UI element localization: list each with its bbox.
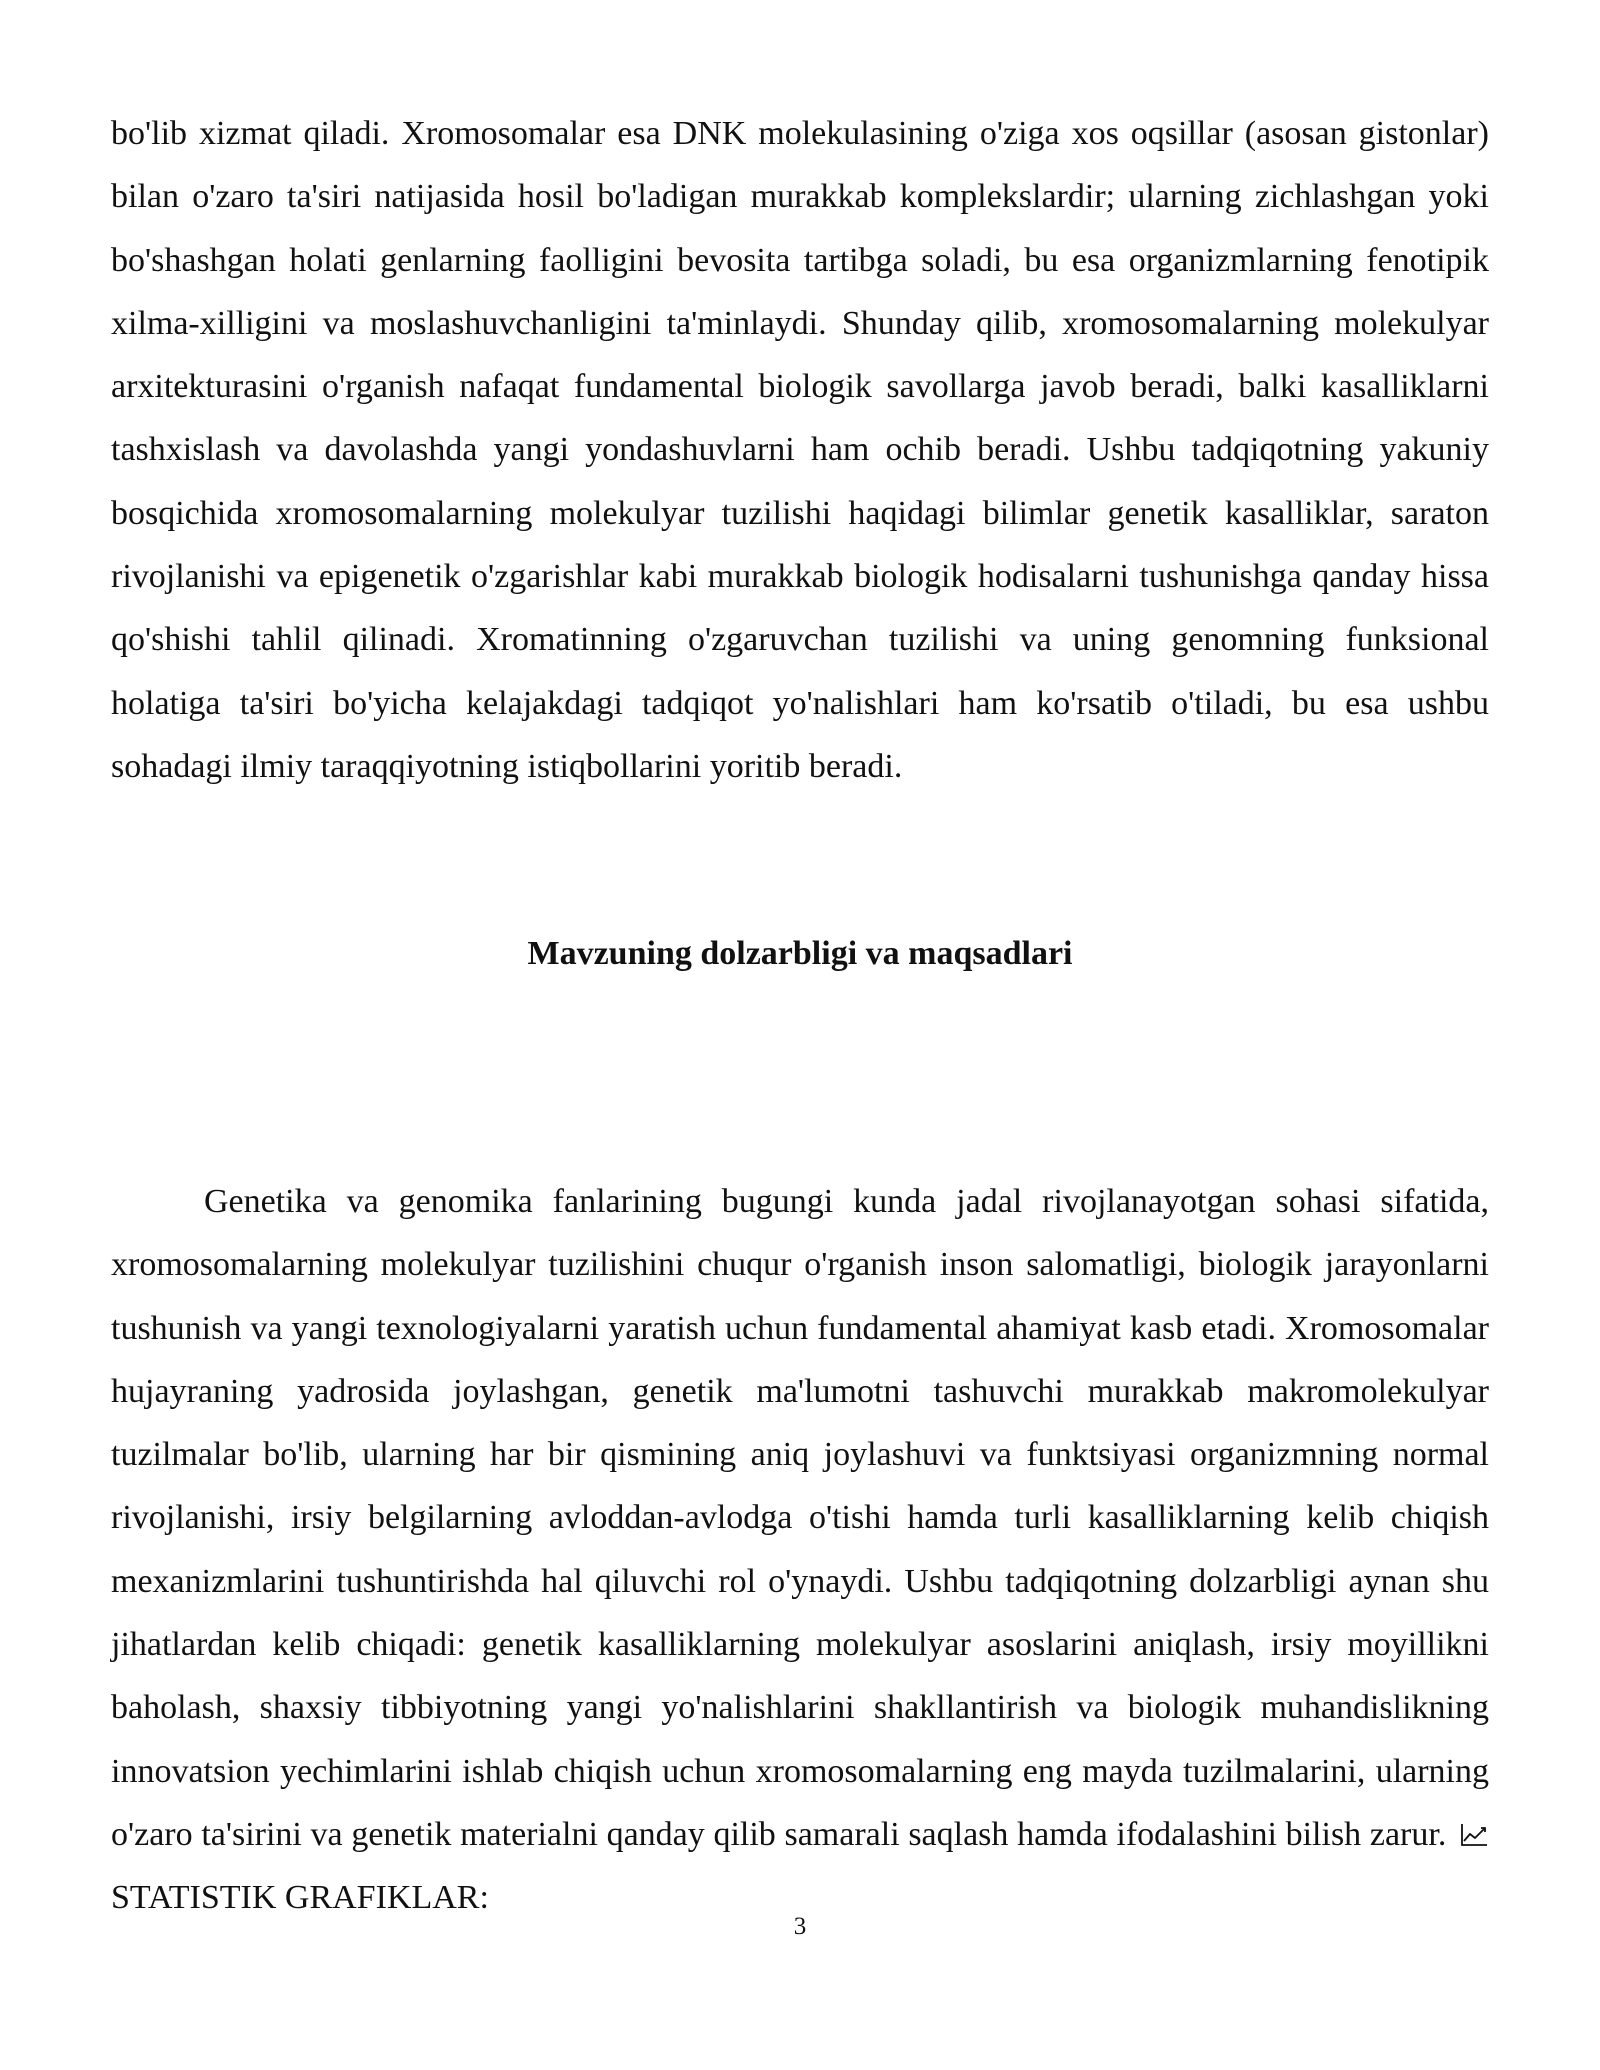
page-content bbox=[111, 102, 1489, 1917]
chart-increasing-icon-svg bbox=[1459, 1822, 1489, 1848]
chart-increasing-icon bbox=[1459, 1822, 1489, 1848]
page-number: 3 bbox=[793, 1913, 807, 1940]
body-paragraph-1: bo'lib xizmat qiladi. Xromosomalar esa DNK molekulasining o'ziga xos oqsillar (asosan gistonlar) bilan o'zaro ta'siri natijasida hosil bo'ladigan murakkab komplekslardir; ularning zichlashgan yoki bo'shashgan holati genlarning faolligini bevosita tartibga soladi, bu esa organizmlarning fenotipik xilma-xilligini va moslashuvchanligini ta'minlaydi. Shunday qilib, xromosomalarning molekulyar arxitekturasini o'rganish nafaqat fundamental biologik savollarga javob beradi, balki kasalliklarni tashxislash va davolashda yangi yondashuvlarni ham ochib beradi. Ushbu tadqiqotning yakuniy bosqichida xromosomalarning molekulyar tuzilishi haqidagi bilimlar genetik kasalliklar, saraton rivojlanishi va epigenetik o'zgarishlar kabi murakkab biologik hodisalarni tushunishga qanday hissa qo'shishi tahlil qilinadi. Xromatinning o'zgaruvchan tuzilishi va uning genomning funksional holatiga ta'siri bo'yicha kelajakdagi tadqiqot yo'nalishlari ham ko'rsatib o'tiladi, bu esa ushbu sohadagi ilmiy taraqqiyotning istiqbollarini yoritib beradi. bbox=[111, 115, 1489, 785]
body-paragraph-2-text: Genetika va genomika fanlarining bugungi kunda jadal rivojlanayotgan sohasi sifatida, xromosomalarning molekulyar tuzilishini chuqur o'rganish inson salomatligi, biologik jarayonlarni tushunish va yangi texnologiyalarni yaratish uchun fundamental ahamiyat kasb etadi. Xromosomalar hujayraning yadrosida joylashgan, genetik ma'lumotni tashuvchi murakkab makromolekulyar tuzilmalar bo'lib, ularning har bir qismining aniq joylashuvi va funktsiyasi organizmning normal rivojlanishi, irsiy belgilarning avloddan-avlodga o'tishi hamda turli kasalliklarning kelib chiqish mexanizmlarini tushuntirishda hal qiluvchi rol o'ynaydi. Ushbu tadqiqotning dolzarbligi aynan shu jihatlardan kelib chiqadi: genetik kasalliklarning molekulyar asoslarini aniqlash, irsiy moyillikni baholash, shaxsiy tibbiyotning yangi yo'nalishlarini shakllantirish va biologik muhandislikning innovatsion yechimlarini ishlab chiqish uchun xromosomalarning eng mayda tuzilmalarini, ularning o'zaro ta'sirini va genetik materialni qanday qilib samarali saqlash hamda ifodalashini bilish zarur. bbox=[111, 1183, 1489, 1853]
section-heading: Mavzuning dolzarbligi va maqsadlari bbox=[527, 935, 1073, 972]
statistics-label: STATISTIK GRAFIKLAR: bbox=[111, 1879, 489, 1917]
body-paragraph-2 bbox=[111, 1170, 1489, 1930]
